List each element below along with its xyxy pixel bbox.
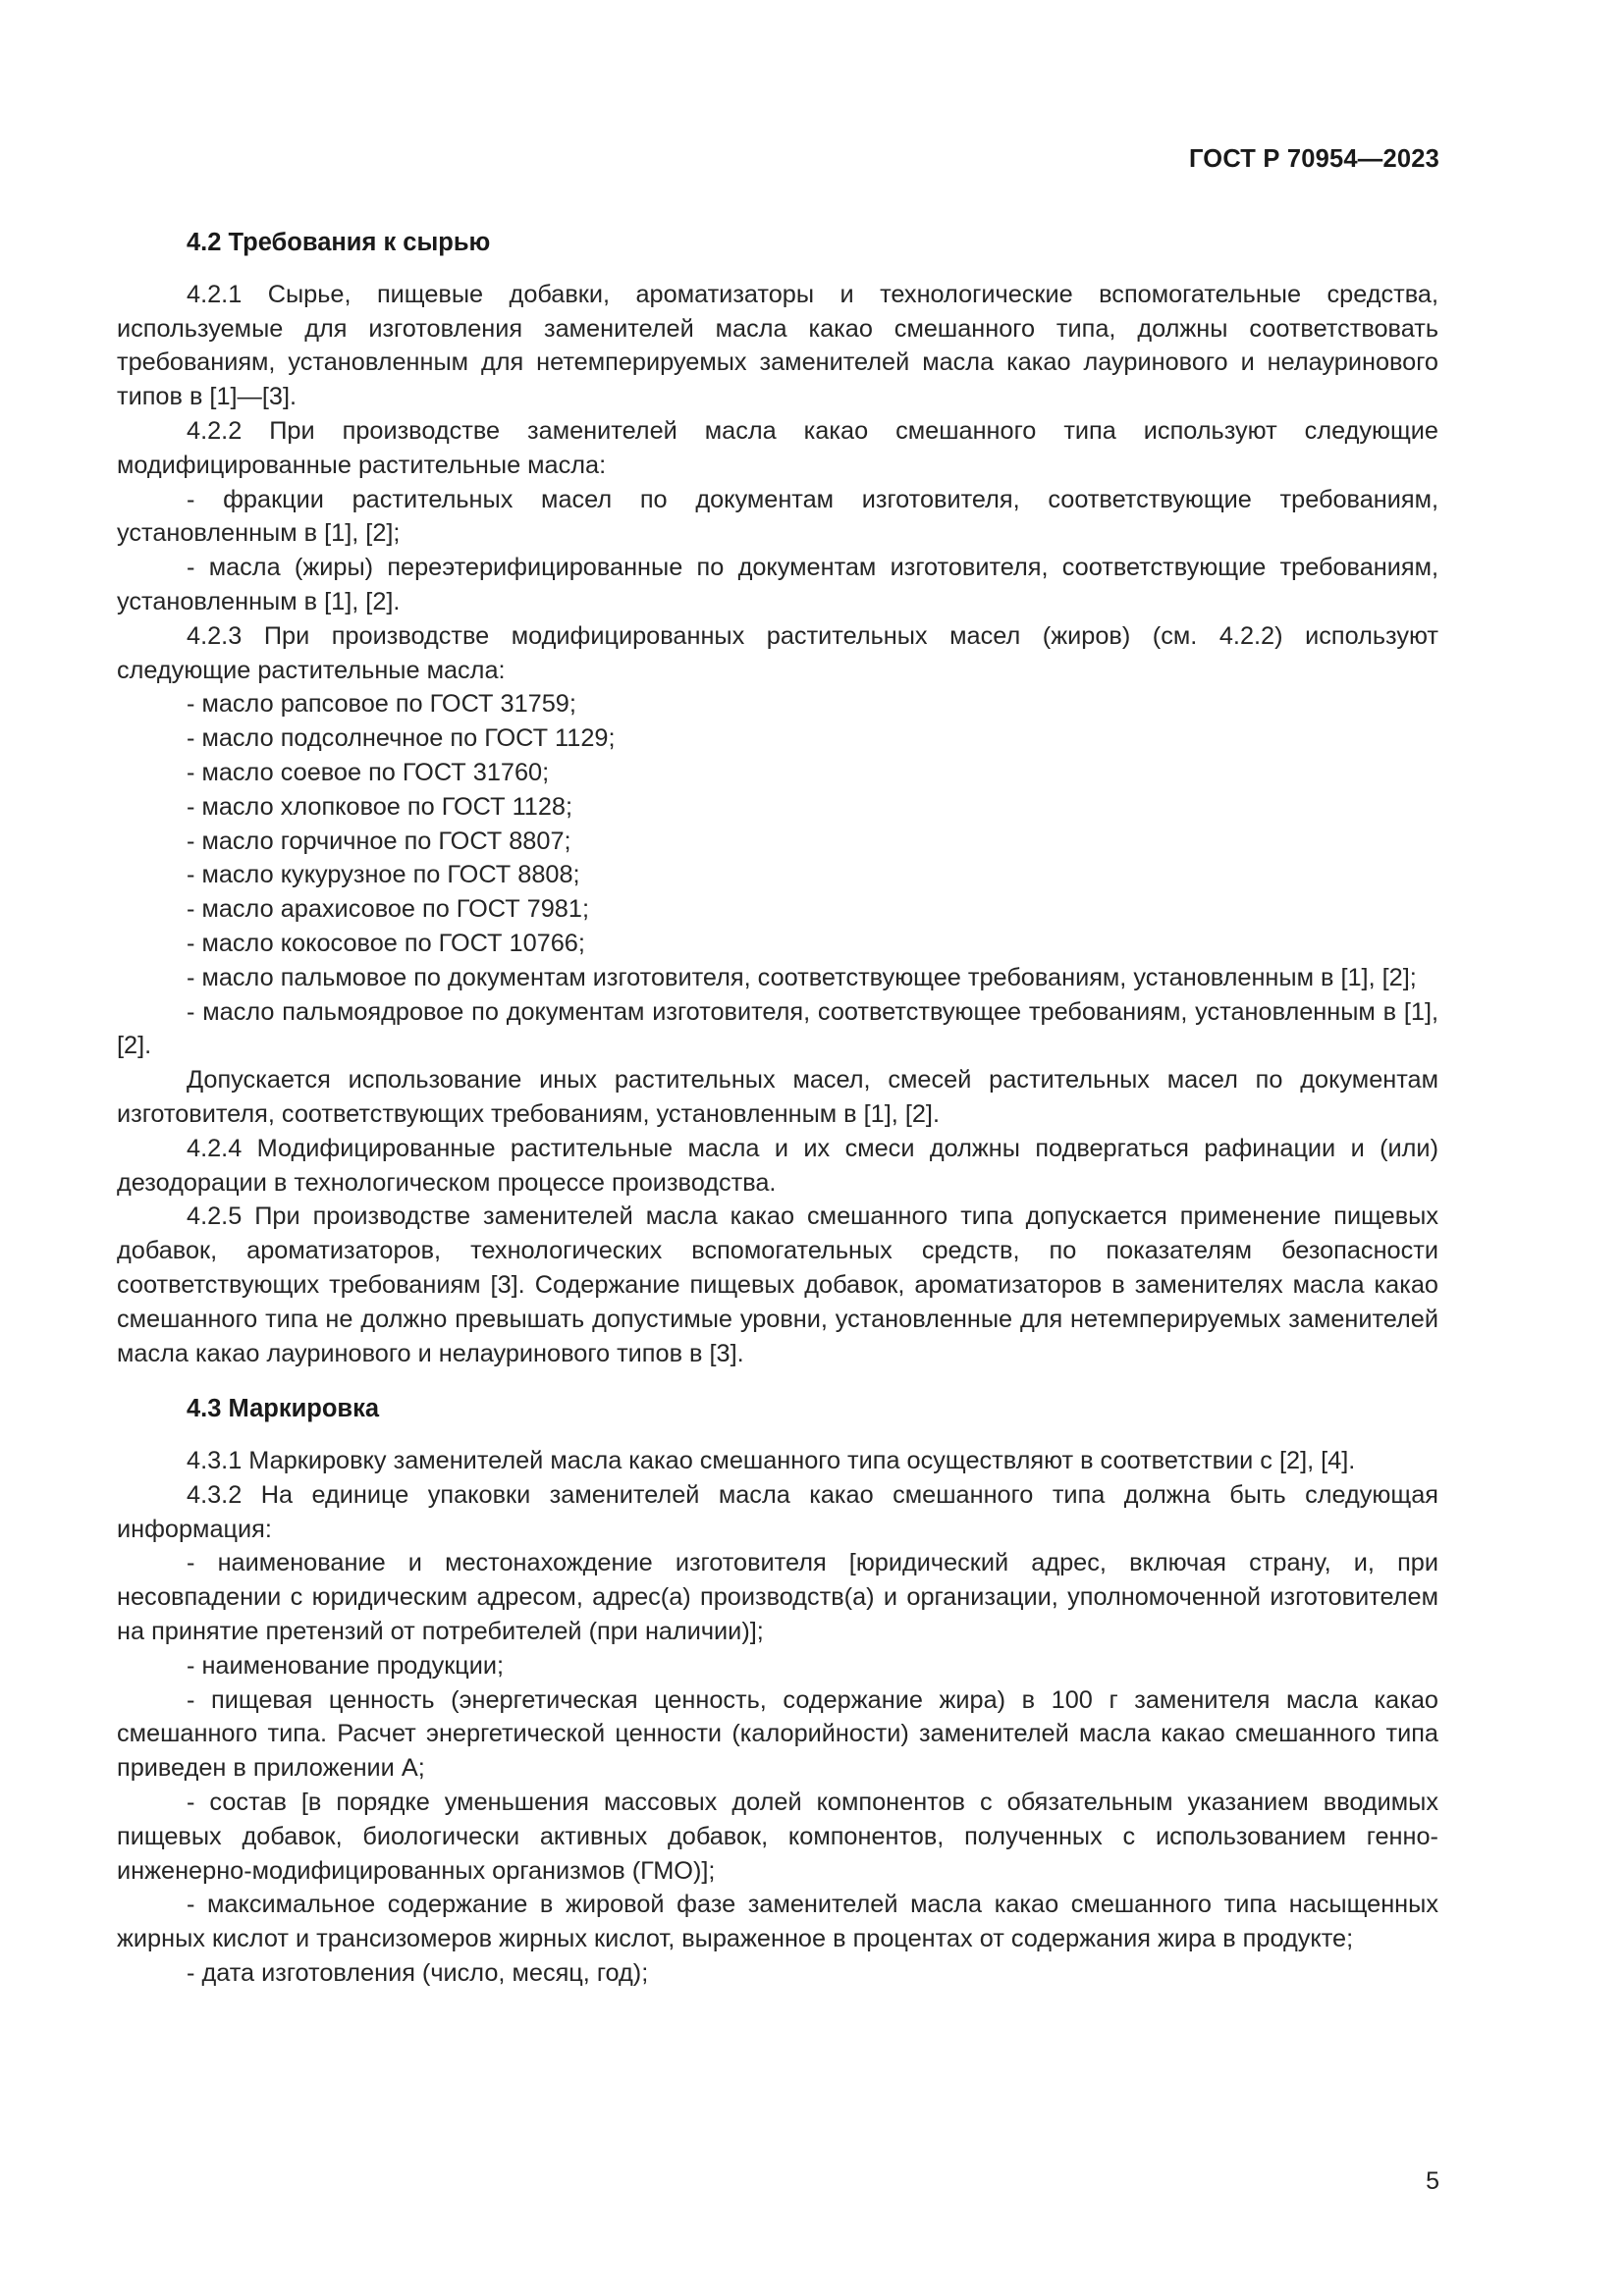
- list-item: - наименование и местонахождение изготовителя [юридический адрес, включая страну, и, при несовпадении с юридическим адресом, адрес(а) производств(а) и организации, уполномоченной изготовителем на принятие претензий от потребителей (при наличии)];: [117, 1549, 1438, 1646]
- list-item: - фракции растительных масел по документам изготовителя, соответствующие требованиям, установленным в [1], [2];: [117, 485, 1438, 548]
- page-number: 5: [1426, 2167, 1439, 2195]
- list-item: - масла (жиры) переэтерифицированные по документам изготовителя, соответствующие требованиям, установленным в [1], [2].: [117, 554, 1438, 615]
- paragraph-4-2-1: 4.2.1 Сырье, пищевые добавки, ароматизаторы и технологические вспомогательные средства, используемые для изготовления заменителей масла какао смешанного типа, должны соответствовать требованиям, установленным для нетемперируемых заменителей масла какао лауринового и нелауринового типов в [1]—[3].: [117, 280, 1438, 411]
- paragraph-4-2-2: 4.2.2 При производстве заменителей масла какао смешанного типа используют следующие модифицированные растительные масла:: [117, 416, 1438, 479]
- section-title-4-2: 4.2 Требования к сырью: [187, 229, 491, 256]
- list-item: - наименование продукции;: [187, 1651, 505, 1680]
- paragraph-4-2-3: 4.2.3 При производстве модифицированных растительных масел (жиров) (см. 4.2.2) используют следующие растительные масла:: [117, 621, 1438, 684]
- list-item: - масло подсолнечное по ГОСТ 1129;: [187, 724, 616, 753]
- list-item: - масло хлопковое по ГОСТ 1128;: [187, 792, 572, 821]
- paragraph-4-3-1: 4.3.1 Маркировку заменителей масла какао смешанного типа осуществляют в соответствии с [2], [4].: [187, 1447, 1356, 1475]
- list-item: - пищевая ценность (энергетическая ценность, содержание жира) в 100 г заменителя масла какао смешанного типа. Расчет энергетической ценности (калорийности) заменителей масла какао смешанного типа приведен в приложении А;: [117, 1685, 1438, 1783]
- section-title-4-3: 4.3 Маркировка: [187, 1395, 380, 1423]
- document-body: [117, 226, 1438, 1991]
- list-item: - масло пальмовое по документам изготовителя, соответствующее требованиям, установленным в [1], [2];: [187, 963, 1417, 991]
- list-item: - масло арахисовое по ГОСТ 7981;: [187, 895, 589, 924]
- list-item: - состав [в порядке уменьшения массовых долей компонентов с обязательным указанием вводимых пищевых добавок, биологически активных добавок, компонентов, полученных с использованием генно-инженерно-модифицированных организмов (ГМО)];: [117, 1789, 1438, 1885]
- paragraph-4-3-2: 4.3.2 На единице упаковки заменителей масла какао смешанного типа должна быть следующая информация:: [117, 1480, 1438, 1543]
- paragraph-4-2-5: 4.2.5 При производстве заменителей масла какао смешанного типа допускается применение пищевых добавок, ароматизаторов, технологических вспомогательных средств, по показателям безопасности соответствующих требованиям [3]. Содержание пищевых добавок, ароматизаторов в заменителях масла какао смешанного типа не должно превышать допустимые уровни, установленные для нетемперируемых заменителей масла какао лауринового и нелауринового типов в [3].: [117, 1202, 1438, 1367]
- list-item: - масло горчичное по ГОСТ 8807;: [187, 827, 571, 855]
- document-number-header: ГОСТ Р 70954—2023: [1188, 145, 1439, 173]
- list-item: - масло пальмоядровое по документам изготовителя, соответствующее требованиям, установленным в [1], [2].: [117, 997, 1438, 1060]
- list-item: - максимальное содержание в жировой фазе заменителей масла какао смешанного типа насыщенных жирных кислот и трансизомеров жирных кислот, выраженное в процентах от содержания жира в продукте;: [117, 1891, 1438, 1953]
- list-item: - масло рапсовое по ГОСТ 31759;: [187, 690, 576, 719]
- list-item: - масло кокосовое по ГОСТ 10766;: [187, 929, 585, 957]
- paragraph-4-2-4: 4.2.4 Модифицированные растительные масла и их смеси должны подвергаться рафинации и (или) дезодорации в технологическом процессе производства.: [117, 1134, 1438, 1197]
- list-item: - дата изготовления (число, месяц, год);: [187, 1959, 649, 1988]
- list-item: - масло соевое по ГОСТ 31760;: [187, 758, 550, 786]
- paragraph-4-2-3-note: Допускается использование иных растительных масел, смесей растительных масел по документам изготовителя, соответствующих требованиям, установленным в [1], [2].: [117, 1066, 1438, 1128]
- list-item: - масло кукурузное по ГОСТ 8808;: [187, 861, 580, 889]
